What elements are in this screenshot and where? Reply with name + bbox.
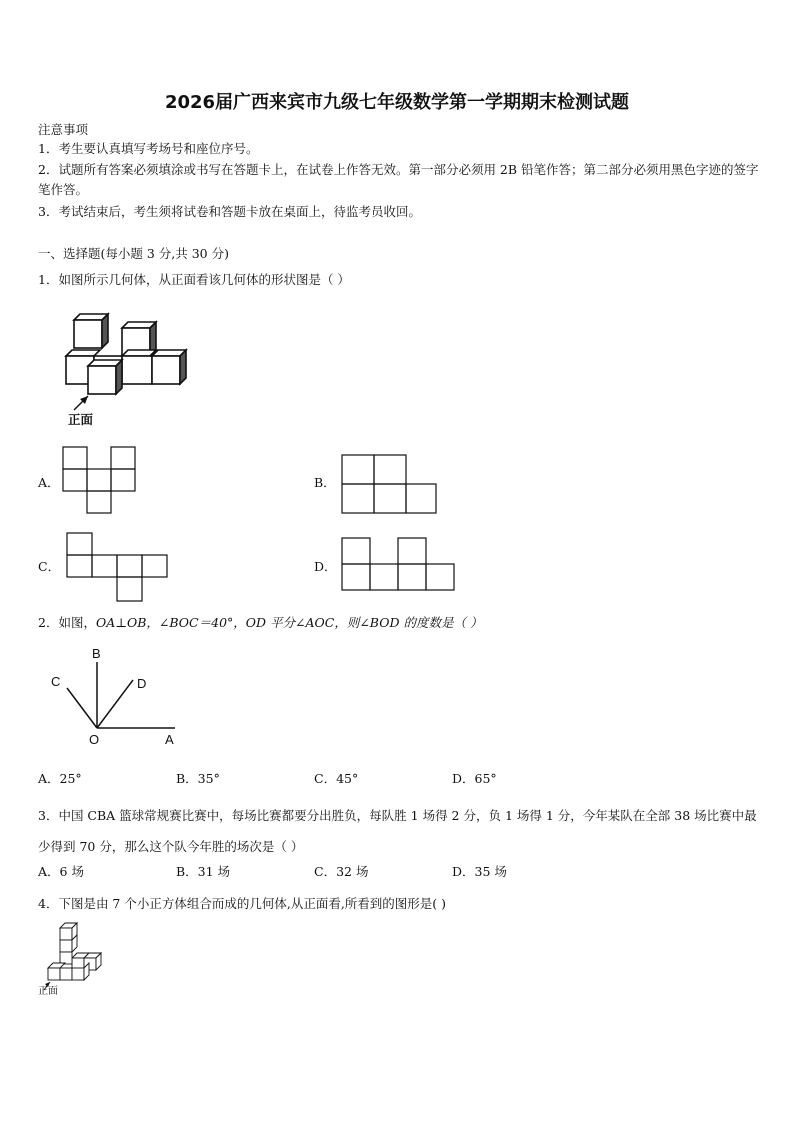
q2-label-o: O [89, 732, 100, 747]
question-1-text: 1．如图所示几何体，从正面看该几何体的形状图是（ ） [38, 272, 350, 287]
q1-option-a-label: A． [38, 475, 60, 490]
notice-item-3: 3．考试结束后，考生须将试卷和答题卡放在桌面上，待监考员收回。 [38, 204, 421, 219]
q2-option-d: D．65° [452, 771, 497, 786]
q1-option-a-figure [63, 447, 138, 517]
q1-option-c-figure [67, 533, 172, 605]
q2-option-a: A．25° [38, 771, 82, 786]
page-title: 2026届广西来宾市九级七年级数学第一学期期末检测试题 [164, 92, 630, 113]
q4-solid-figure [42, 922, 112, 992]
q2-angle-figure [45, 644, 195, 749]
q1-option-d-figure [342, 538, 460, 594]
question-2-text [38, 614, 482, 631]
q2-label-b: B [92, 646, 101, 661]
notice-heading: 注意事项 [38, 122, 89, 137]
q2-condition: OA⊥OB，∠BOC＝40°，OD 平分∠AOC，则∠BOD 的度数是（ ） [95, 615, 483, 630]
question-4-text: 4．下图是由 7 个小正方体组合而成的几何体,从正面看,所看到的图形是( ) [38, 896, 447, 911]
q2-label-c: C [51, 674, 61, 689]
q3-option-b: B．31 场 [176, 864, 231, 879]
q1-option-b-figure [342, 455, 442, 517]
q3-option-c: C．32 场 [314, 864, 369, 879]
q1-front-label: 正面 [68, 412, 94, 427]
q2-label-a: A [165, 732, 174, 747]
q1-option-c-label: C． [38, 559, 61, 574]
q2-option-c: C．45° [314, 771, 359, 786]
q2-label-d: D [137, 676, 147, 691]
question-3-text: 3．中国 CBA 篮球常规赛比赛中，每场比赛都要分出胜负，每队胜 1 场得 2 分，负 1 场得 1 分，今年某队在全部 38 场比赛中最少得到 70 分，那么这个队今年胜的场次是（ ） [38, 808, 757, 854]
q3-option-d: D．35 场 [452, 864, 507, 879]
q2-option-b: B．35° [176, 771, 220, 786]
q4-front-label: 正面 [38, 986, 58, 997]
q3-option-a: A．6 场 [38, 864, 84, 879]
section-heading: 一、选择题(每小题 3 分,共 30 分) [38, 246, 229, 261]
notice-item-1: 1．考生要认真填写考场号和座位序号。 [38, 141, 259, 156]
q2-prefix: 2．如图， [38, 615, 96, 630]
q1-option-d-label: D． [314, 559, 337, 574]
q1-option-b-label: B． [314, 475, 336, 490]
notice-item-2: 2．试题所有答案必须填涂或书写在答题卡上，在试卷上作答无效。第一部分必须用 2B 铅笔作答；第二部分必须用黑色字迹的签字笔作答。 [38, 162, 759, 197]
